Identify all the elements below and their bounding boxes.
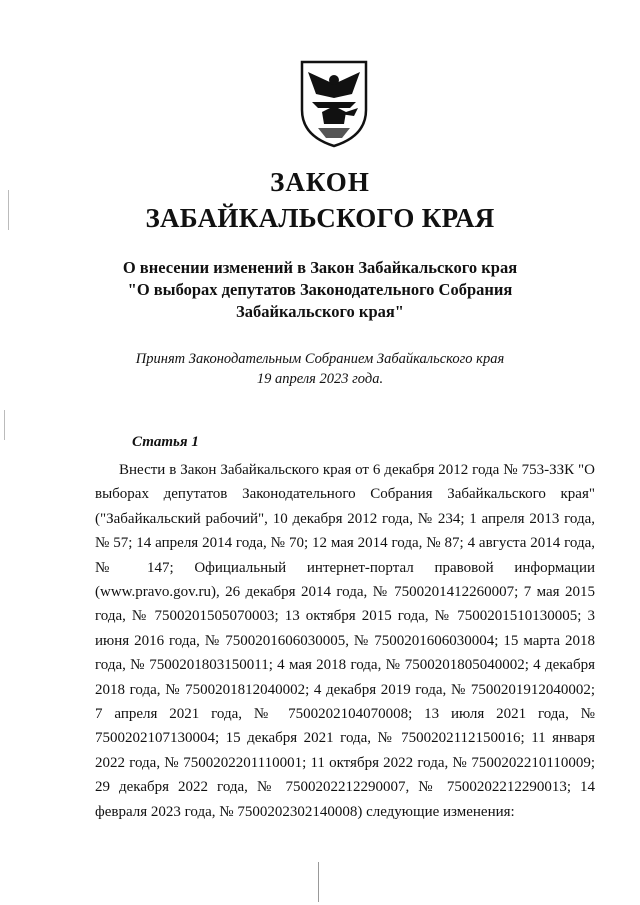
law-subtitle — [0, 257, 640, 323]
coat-of-arms-emblem — [296, 58, 372, 148]
subtitle-line: О внесении изменений в Закон Забайкальского края — [122, 258, 518, 277]
subtitle-line: "О выборах депутатов Законодательного Собрания — [127, 280, 513, 299]
law-title: ЗАКОН — [270, 167, 370, 197]
scan-mark — [8, 190, 9, 230]
adoption-note — [0, 349, 640, 389]
adoption-date: 19 апреля 2023 года. — [256, 371, 384, 387]
scan-mark — [4, 410, 5, 440]
scan-mark — [318, 862, 319, 902]
article-heading: Статья 1 — [132, 434, 199, 450]
adoption-line: Принят Законодательным Собранием Забайкальского края — [135, 351, 505, 367]
article-paragraph: Внести в Закон Забайкальского края от 6 декабря 2012 года № 753-ЗЗК "О выборах депутатов Законодательного Собрания Забайкальского края" ("Забайкальский рабочий", 10 декабря 2012 года, № 234; 1 апреля 2013 года, № 57; 14 апреля 2014 года, № 70; 12 мая 2014 года, № 87; 4 августа 2014 года, № 147; Официальный интернет-портал правовой информации (www.pravo.gov.ru), 26 декабря 2014 года, № 7500201412260007; 7 мая 2015 года, № 7500201505070003; 13 октября 2015 года, № 7500201510130005; 3 июня 2016 года, № 7500201606030005, № 7500201606030004; 15 марта 2018 года, № 7500201803150011; 4 мая 2018 года, № 7500201805040002; 4 декабря 2018 года, № 7500201812040002; 4 декабря 2019 года, № 7500201912040002; 7 апреля 2021 года, № 7500202104070008; 13 июля 2021 года, № 7500202107130004; 15 декабря 2021 года, № 7500202112150016; 11 января 2022 года, № 7500202201110001; 11 октября 2022 года, № 7500202210110009; 29 декабря 2022 года, № 7500202212290007, № 7500202212290013; 14 февраля 2023 года, № 7500202302140008) следующие изменения: — [95, 462, 595, 820]
region-title: ЗАБАЙКАЛЬСКОГО КРАЯ — [145, 203, 495, 233]
subtitle-line: Забайкальского края" — [236, 302, 404, 321]
article-body — [95, 458, 595, 824]
